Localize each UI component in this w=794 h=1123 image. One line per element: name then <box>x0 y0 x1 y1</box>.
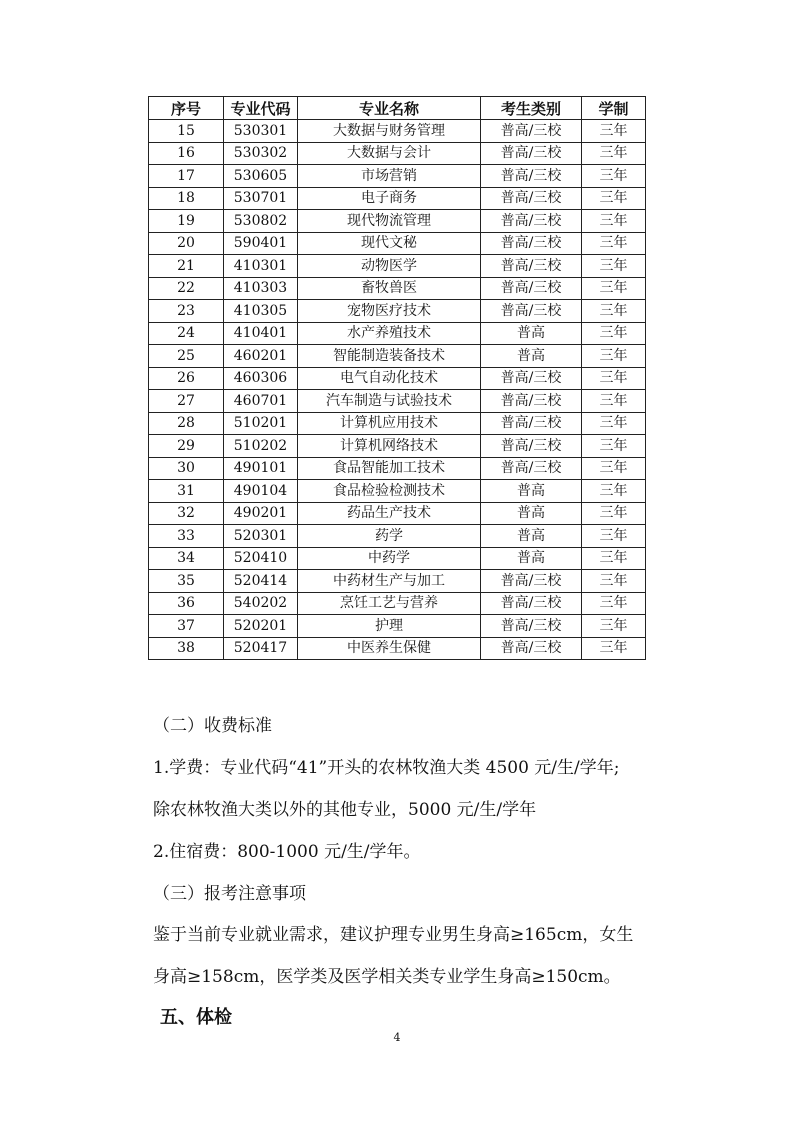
cell-major-code: 530802 <box>224 210 298 233</box>
cell-major-name: 大数据与会计 <box>298 142 481 165</box>
cell-student-category: 普高/三校 <box>481 637 582 660</box>
notes-line-2: 身高≥158cm，医学类及医学相关类专业学生身高≥150cm。 <box>153 967 621 987</box>
majors-table <box>148 96 646 660</box>
cell-major-code: 490104 <box>224 480 298 503</box>
cell-duration: 三年 <box>582 120 646 143</box>
cell-duration: 三年 <box>582 570 646 593</box>
cell-major-code: 520417 <box>224 637 298 660</box>
cell-major-code: 410301 <box>224 255 298 278</box>
table-row <box>149 277 646 300</box>
table-row <box>149 435 646 458</box>
cell-major-name: 现代文秘 <box>298 232 481 255</box>
table-row <box>149 322 646 345</box>
cell-student-category: 普高/三校 <box>481 300 582 323</box>
cell-student-category: 普高/三校 <box>481 412 582 435</box>
cell-serial: 23 <box>149 300 224 323</box>
cell-major-code: 460201 <box>224 345 298 368</box>
cell-major-name: 中医养生保健 <box>298 637 481 660</box>
cell-duration: 三年 <box>582 322 646 345</box>
cell-major-code: 540202 <box>224 592 298 615</box>
cell-major-code: 530301 <box>224 120 298 143</box>
table-row <box>149 300 646 323</box>
table-header-row <box>149 97 646 120</box>
cell-duration: 三年 <box>582 412 646 435</box>
cell-major-name: 中药材生产与加工 <box>298 570 481 593</box>
cell-serial: 19 <box>149 210 224 233</box>
table-row <box>149 120 646 143</box>
cell-duration: 三年 <box>582 435 646 458</box>
cell-major-name: 护理 <box>298 615 481 638</box>
cell-major-name: 食品检验检测技术 <box>298 480 481 503</box>
cell-serial: 17 <box>149 165 224 188</box>
cell-serial: 15 <box>149 120 224 143</box>
cell-student-category: 普高/三校 <box>481 255 582 278</box>
cell-major-name: 水产养殖技术 <box>298 322 481 345</box>
cell-serial: 16 <box>149 142 224 165</box>
cell-student-category: 普高/三校 <box>481 615 582 638</box>
cell-major-name: 食品智能加工技术 <box>298 457 481 480</box>
cell-major-code: 460306 <box>224 367 298 390</box>
table-row <box>149 457 646 480</box>
cell-student-category: 普高 <box>481 345 582 368</box>
table-row <box>149 570 646 593</box>
cell-serial: 31 <box>149 480 224 503</box>
cell-major-code: 530605 <box>224 165 298 188</box>
cell-serial: 35 <box>149 570 224 593</box>
cell-student-category: 普高/三校 <box>481 232 582 255</box>
cell-major-name: 计算机网络技术 <box>298 435 481 458</box>
cell-major-name: 药品生产技术 <box>298 502 481 525</box>
cell-serial: 27 <box>149 390 224 413</box>
cell-student-category: 普高 <box>481 525 582 548</box>
table-row <box>149 187 646 210</box>
cell-major-code: 520410 <box>224 547 298 570</box>
cell-duration: 三年 <box>582 142 646 165</box>
cell-major-code: 590401 <box>224 232 298 255</box>
cell-major-name: 中药学 <box>298 547 481 570</box>
header-serial: 序号 <box>149 97 224 120</box>
cell-student-category: 普高/三校 <box>481 142 582 165</box>
cell-duration: 三年 <box>582 210 646 233</box>
cell-duration: 三年 <box>582 547 646 570</box>
cell-serial: 21 <box>149 255 224 278</box>
table-row <box>149 367 646 390</box>
cell-major-code: 520301 <box>224 525 298 548</box>
cell-duration: 三年 <box>582 255 646 278</box>
table-body <box>149 120 646 660</box>
cell-student-category: 普高 <box>481 322 582 345</box>
cell-duration: 三年 <box>582 390 646 413</box>
tuition-line-2: 除农林牧渔大类以外的其他专业，5000 元/生/学年 <box>153 800 537 820</box>
cell-major-name: 宠物医疗技术 <box>298 300 481 323</box>
cell-serial: 38 <box>149 637 224 660</box>
cell-major-code: 410305 <box>224 300 298 323</box>
cell-major-code: 510201 <box>224 412 298 435</box>
cell-serial: 37 <box>149 615 224 638</box>
table-row <box>149 525 646 548</box>
table-row <box>149 480 646 503</box>
cell-major-name: 电子商务 <box>298 187 481 210</box>
cell-major-code: 490201 <box>224 502 298 525</box>
cell-student-category: 普高/三校 <box>481 435 582 458</box>
tuition-line-1: 1.学费：专业代码“41”开头的农林牧渔大类 4500 元/生/学年; <box>153 758 620 778</box>
cell-serial: 24 <box>149 322 224 345</box>
cell-serial: 22 <box>149 277 224 300</box>
header-major-code: 专业代码 <box>224 97 298 120</box>
cell-major-name: 汽车制造与试验技术 <box>298 390 481 413</box>
cell-serial: 34 <box>149 547 224 570</box>
cell-major-name: 烹饪工艺与营养 <box>298 592 481 615</box>
cell-serial: 29 <box>149 435 224 458</box>
cell-major-name: 动物医学 <box>298 255 481 278</box>
table-row <box>149 142 646 165</box>
cell-major-code: 530302 <box>224 142 298 165</box>
cell-student-category: 普高/三校 <box>481 187 582 210</box>
cell-serial: 25 <box>149 345 224 368</box>
cell-serial: 33 <box>149 525 224 548</box>
cell-duration: 三年 <box>582 525 646 548</box>
cell-student-category: 普高/三校 <box>481 592 582 615</box>
cell-duration: 三年 <box>582 165 646 188</box>
cell-major-name: 电气自动化技术 <box>298 367 481 390</box>
cell-major-code: 520201 <box>224 615 298 638</box>
cell-major-code: 510202 <box>224 435 298 458</box>
cell-student-category: 普高/三校 <box>481 165 582 188</box>
cell-major-name: 现代物流管理 <box>298 210 481 233</box>
cell-major-code: 520414 <box>224 570 298 593</box>
cell-major-code: 410303 <box>224 277 298 300</box>
notes-line-1: 鉴于当前专业就业需求，建议护理专业男生身高≥165cm，女生 <box>153 925 634 945</box>
cell-major-code: 410401 <box>224 322 298 345</box>
notes-heading: （三）报考注意事项 <box>153 884 306 904</box>
cell-duration: 三年 <box>582 367 646 390</box>
table-row <box>149 390 646 413</box>
cell-student-category: 普高/三校 <box>481 210 582 233</box>
table-row <box>149 232 646 255</box>
cell-duration: 三年 <box>582 232 646 255</box>
cell-duration: 三年 <box>582 457 646 480</box>
cell-student-category: 普高/三校 <box>481 390 582 413</box>
cell-serial: 20 <box>149 232 224 255</box>
cell-major-code: 460701 <box>224 390 298 413</box>
cell-student-category: 普高/三校 <box>481 367 582 390</box>
table-row <box>149 547 646 570</box>
table-row <box>149 165 646 188</box>
cell-duration: 三年 <box>582 345 646 368</box>
table-row <box>149 615 646 638</box>
lodging-fee: 2.住宿费：800-1000 元/生/学年。 <box>153 842 421 862</box>
cell-major-name: 计算机应用技术 <box>298 412 481 435</box>
cell-duration: 三年 <box>582 592 646 615</box>
cell-student-category: 普高 <box>481 480 582 503</box>
cell-serial: 30 <box>149 457 224 480</box>
cell-duration: 三年 <box>582 480 646 503</box>
cell-student-category: 普高/三校 <box>481 570 582 593</box>
cell-major-code: 530701 <box>224 187 298 210</box>
cell-student-category: 普高 <box>481 547 582 570</box>
table-row <box>149 637 646 660</box>
cell-major-name: 大数据与财务管理 <box>298 120 481 143</box>
cell-duration: 三年 <box>582 277 646 300</box>
table-row <box>149 412 646 435</box>
header-major-name: 专业名称 <box>298 97 481 120</box>
fees-heading: （二）收费标准 <box>153 716 272 736</box>
cell-serial: 28 <box>149 412 224 435</box>
table-row <box>149 210 646 233</box>
cell-major-name: 市场营销 <box>298 165 481 188</box>
cell-major-name: 智能制造装备技术 <box>298 345 481 368</box>
cell-duration: 三年 <box>582 187 646 210</box>
cell-major-code: 490101 <box>224 457 298 480</box>
cell-serial: 26 <box>149 367 224 390</box>
cell-student-category: 普高 <box>481 502 582 525</box>
header-student-category: 考生类别 <box>481 97 582 120</box>
cell-major-name: 畜牧兽医 <box>298 277 481 300</box>
cell-major-name: 药学 <box>298 525 481 548</box>
cell-serial: 32 <box>149 502 224 525</box>
cell-duration: 三年 <box>582 502 646 525</box>
section-5-heading: 五、体检 <box>160 1007 232 1028</box>
cell-student-category: 普高/三校 <box>481 120 582 143</box>
header-duration: 学制 <box>582 97 646 120</box>
table-header <box>149 97 646 120</box>
table-row <box>149 255 646 278</box>
table-row <box>149 592 646 615</box>
cell-serial: 18 <box>149 187 224 210</box>
table-row <box>149 345 646 368</box>
cell-duration: 三年 <box>582 637 646 660</box>
cell-student-category: 普高/三校 <box>481 277 582 300</box>
page-number: 4 <box>393 1031 401 1044</box>
cell-serial: 36 <box>149 592 224 615</box>
table-row <box>149 502 646 525</box>
cell-student-category: 普高/三校 <box>481 457 582 480</box>
cell-duration: 三年 <box>582 615 646 638</box>
cell-duration: 三年 <box>582 300 646 323</box>
